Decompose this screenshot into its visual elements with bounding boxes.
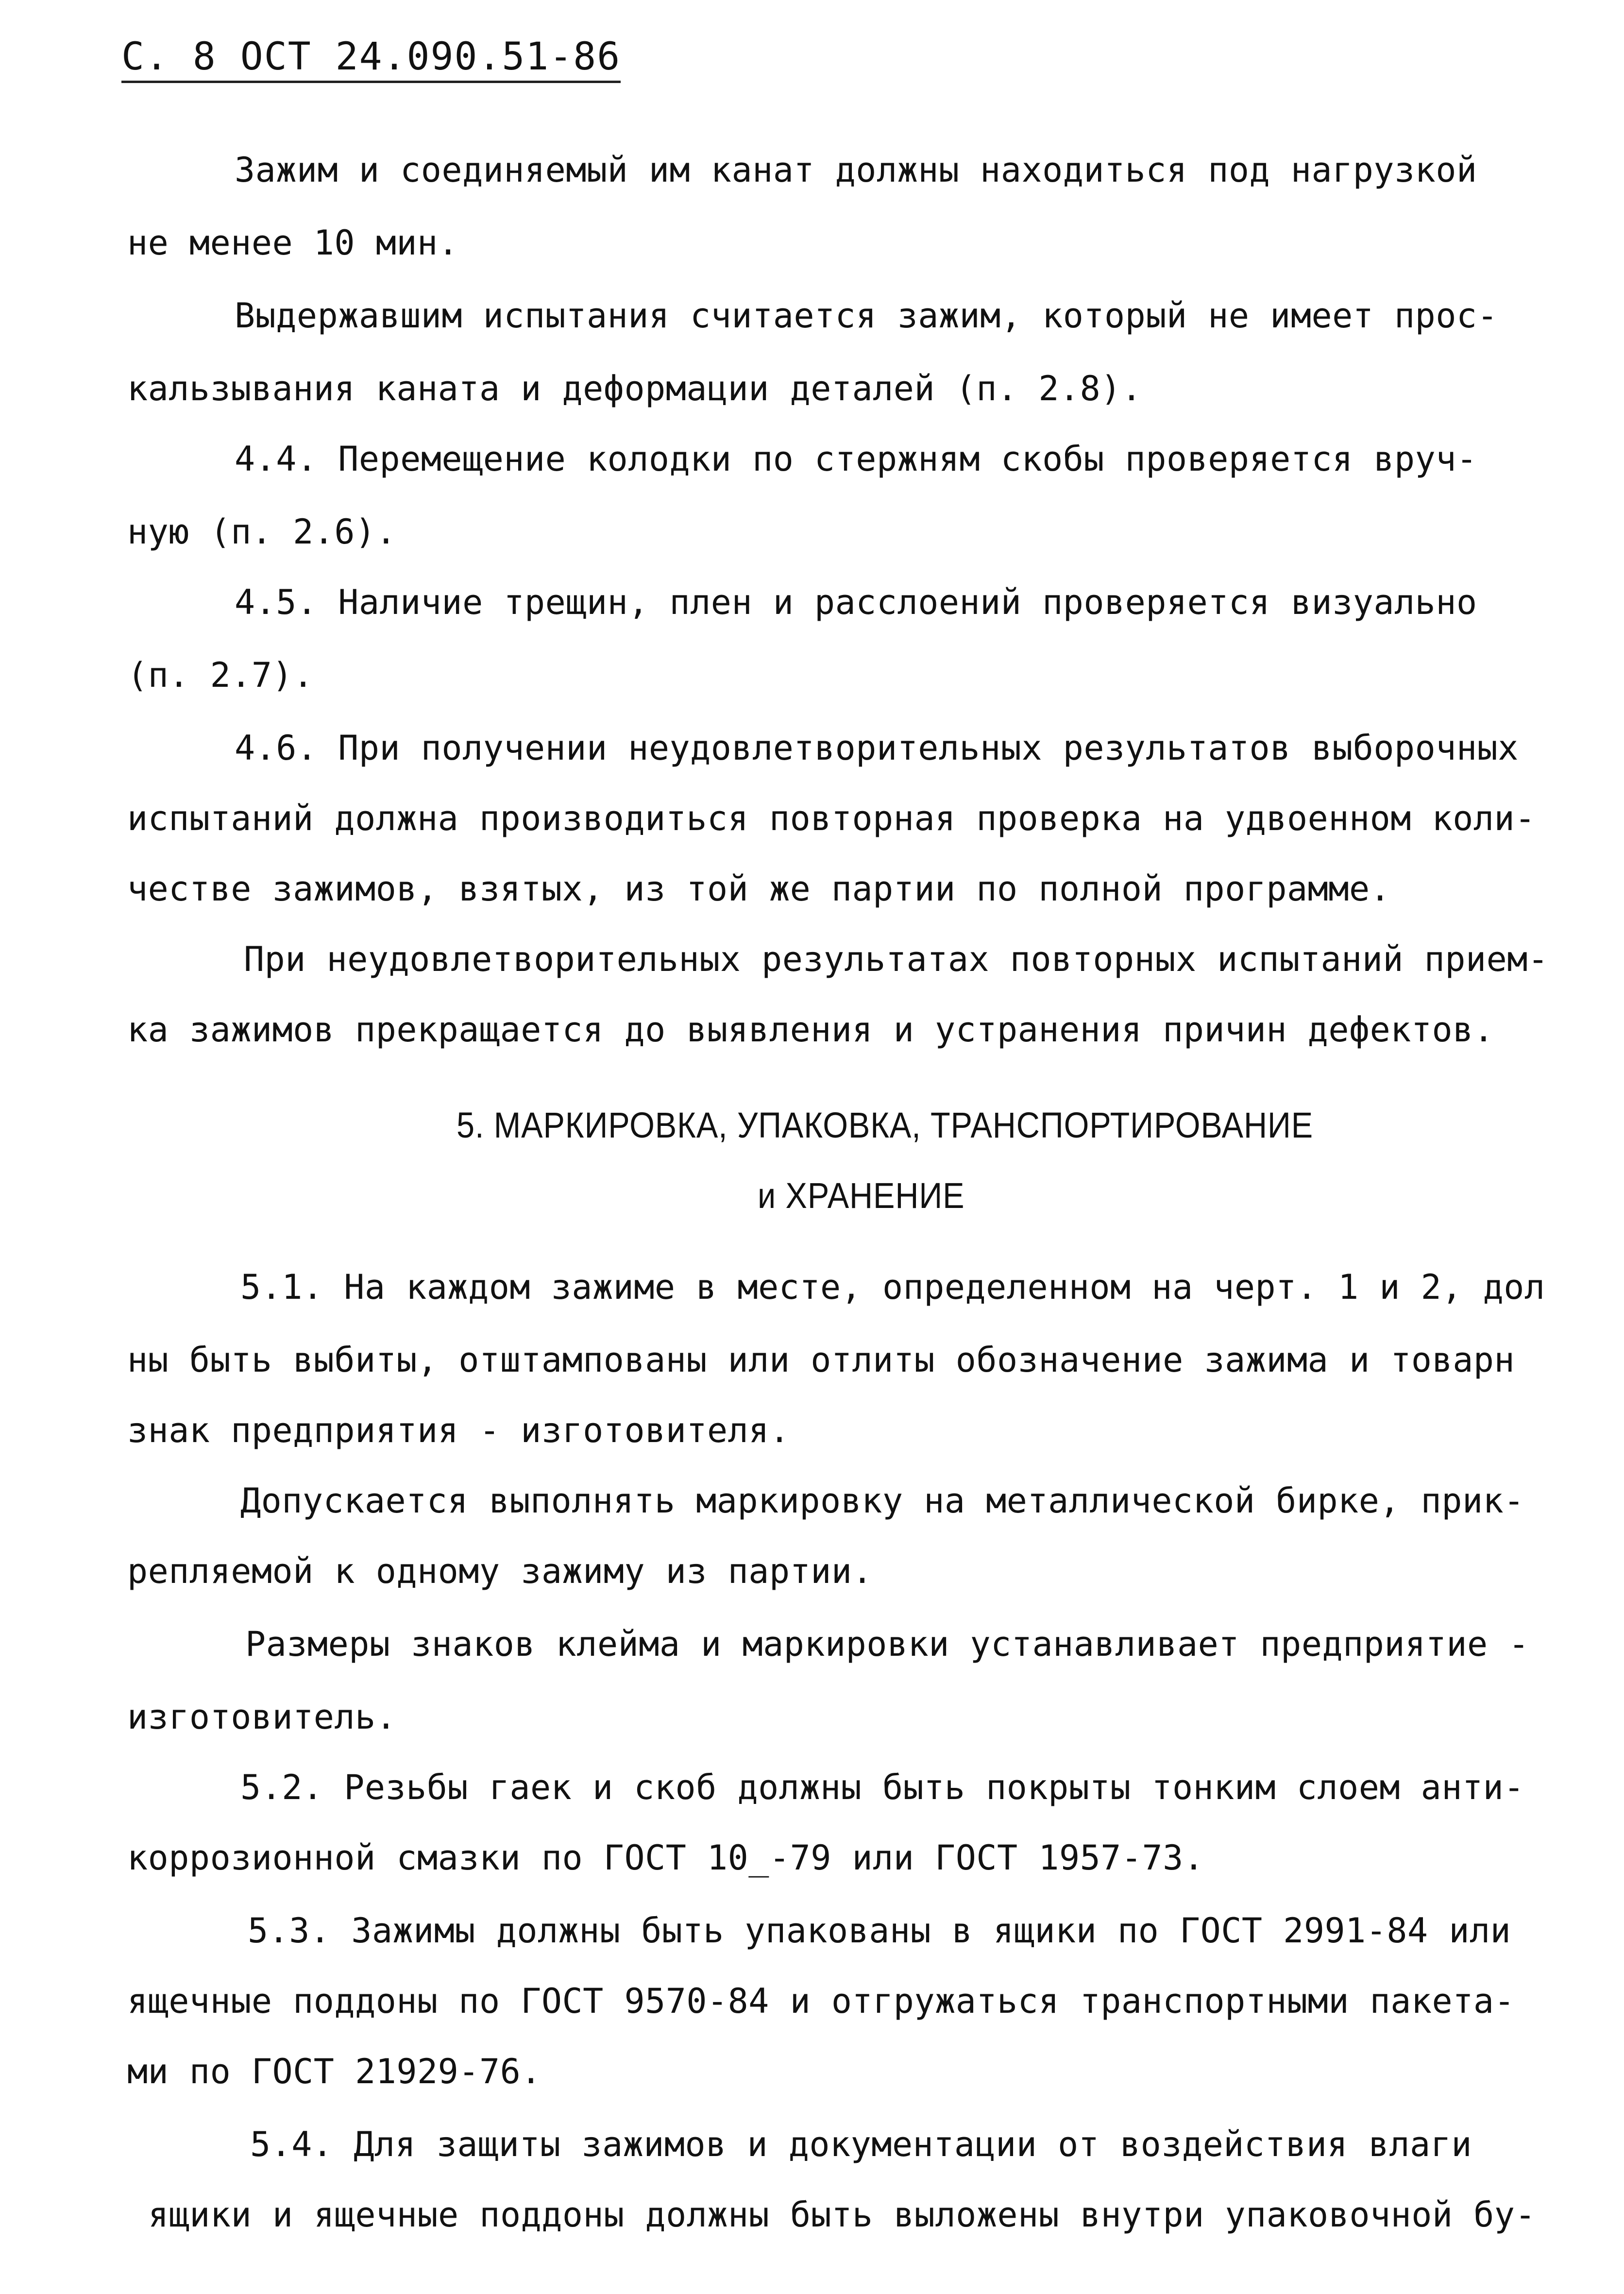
body-line: 4.6. При получении неудовлетворительных результатов выборочных [235, 728, 1519, 768]
section-line: ны быть выбиты, отштампованы или отлиты обозначение зажима и товарн [127, 1340, 1515, 1380]
section-line: ящики и ящечные поддоны должны быть выложены внутри упаковочной бу- [148, 2195, 1536, 2235]
body-line: (п. 2.7). [127, 655, 314, 695]
section-line: 5.1. На каждом зажиме в месте, определенном на черт. 1 и 2, дол [240, 1267, 1545, 1307]
body-line: кальзывания каната и деформации деталей (п. 2.8). [127, 369, 1142, 408]
section-line: 5.2. Резьбы гаек и скоб должны быть покрыты тонким слоем анти- [240, 1767, 1524, 1807]
body-line: ка зажимов прекращается до выявления и устранения причин дефектов. [127, 1010, 1494, 1050]
page-header: С. 8 ОСТ 24.090.51-86 [121, 38, 621, 83]
body-line: испытаний должна производиться повторная проверка на удвоенном коли- [127, 799, 1536, 838]
body-line: При неудовлетворительных результатах повторных испытаний прием- [244, 939, 1549, 979]
section-line: изготовитель. [127, 1697, 397, 1737]
section-line: 5.3. Зажимы должны быть упакованы в ящики по ГОСТ 2991-84 или [248, 1911, 1511, 1951]
section-line: репляемой к одному зажиму из партии. [127, 1551, 873, 1591]
section-line: 5.4. Для защиты зажимов и документации от воздействия влаги [250, 2124, 1472, 2164]
section-line: ящечные поддоны по ГОСТ 9570-84 и отгружаться транспортными пакета- [127, 1981, 1515, 2021]
section-line: коррозионной смазки по ГОСТ 10_-79 или ГОСТ 1957-73. [127, 1838, 1204, 1878]
body-line: ную (п. 2.6). [127, 512, 397, 552]
section-line: знак предприятия - изготовителя. [127, 1410, 790, 1450]
body-line: Зажим и соединяемый им канат должны находиться под нагрузкой [235, 150, 1477, 190]
section-line: Допускается выполнять маркировку на металлической бирке, прик- [240, 1481, 1524, 1521]
body-line: 4.4. Перемещение колодки по стержням скобы проверяется вруч- [235, 439, 1477, 479]
section-line: Размеры знаков клейма и маркировки устанавливает предприятие - [245, 1624, 1529, 1664]
section-heading-line-2: и ХРАНЕНИЕ [758, 1175, 965, 1216]
body-line: 4.5. Наличие трещин, плен и расслоений проверяется визуально [235, 582, 1477, 622]
body-line: не менее 10 мин. [127, 223, 459, 263]
section-line: ми по ГОСТ 21929-76. [127, 2052, 541, 2091]
body-line: Выдержавшим испытания считается зажим, который не имеет прос- [235, 296, 1498, 336]
body-line: честве зажимов, взятых, из той же партии по полной программе. [127, 869, 1391, 909]
section-heading-line-1: 5. МАРКИРОВКА, УПАКОВКА, ТРАНСПОРТИРОВАНИЕ [457, 1105, 1314, 1145]
